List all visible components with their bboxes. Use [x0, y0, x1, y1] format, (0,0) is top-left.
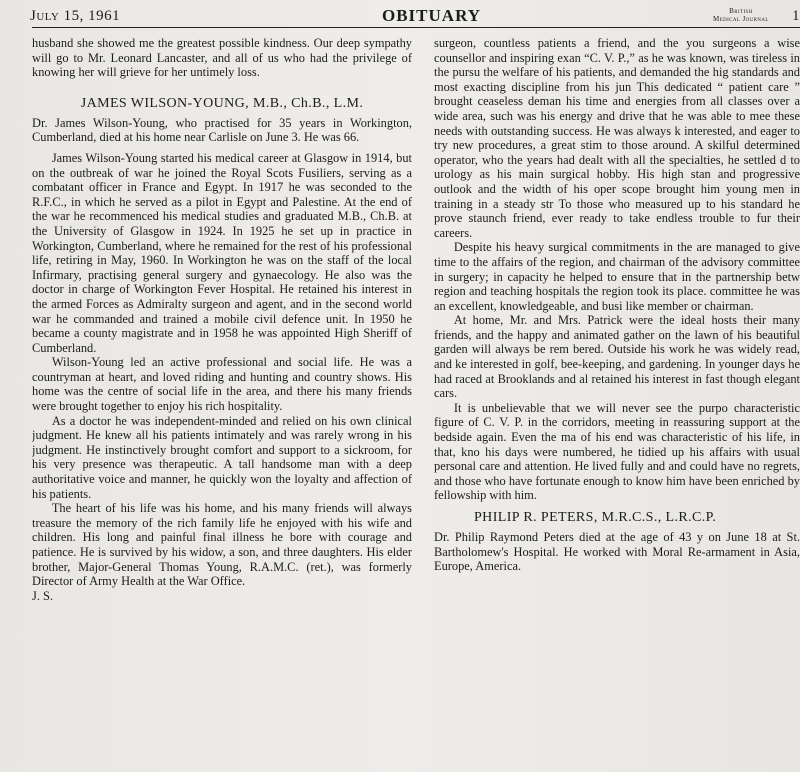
journal-line-2: Medical Journal	[713, 15, 769, 23]
right-column	[434, 36, 800, 766]
paragraph: It is unbelievable that we will never see the purpo characteristic figure of C. V. P. in the corridors, meeting in reassuring support at the bedside again. Even the ma of his end was characteristic of his life, in that, kno his days were numbered, he tidied up his affairs with usual personal care and attention. He lived fully and and could have no regrets, and those who have fortunate enough to know him have been enriched by fellowship with him.	[434, 400, 800, 503]
obituary-lead-wilson-young: Dr. James Wilson-Young, who practised for 35 years in Workington, Cumberland, died at his home near Carlisle on June 3. He was 66.	[32, 115, 412, 145]
paragraph: surgeon, countless patients a friend, and the you surgeons a wise counsellor and inspiring exan “C. V. P.,” as he was known, was tireless in the pursu the welfare of his patients, and demanded the hig standards and most exacting discipline from his jun This dedicated “ patient care ” brought ceaseless deman his time and energies from all classes over a wide area, such was his energy and drive that he was able to mee these needs with outstanding success. He was always k interested, and eager to try new procedures, a great stim to those around. A skilful determined operator, who the years had dealt with all the specialties, he settled d to urology as his main surgical hobby. His high stan and progressive outlook and the width of his oper scope brought him young men in training in a steady str To those who measured up to his standard he prove staunch friend, ever ready to take endless trouble to fur their careers.	[434, 36, 800, 240]
issue-date: July 15, 1961	[30, 8, 121, 24]
section-title: OBITUARY	[382, 6, 482, 25]
header-rule	[32, 27, 800, 28]
left-column	[32, 36, 412, 766]
paragraph: Despite his heavy surgical commitments in the are managed to give time to the affairs of the region, and chairman of the advisory committee in surgery; in capacity he helped to ensure that in the partnership betw region and teaching hospitals the region took its place. committee he was an excellent, knowledgeable, and busi like member or chairman.	[434, 240, 800, 313]
paragraph: At home, Mr. and Mrs. Patrick were the ideal hosts their many friends, and the happy and animated gather on the lawn of his beautiful garden will always be rem bered. Outside his work he was widely read, and ke interested in golf, bee-keeping, and gardening. In younger days he had raced at Brooklands and al retained his interest in fast though elegant cars.	[434, 313, 800, 401]
obituary-heading-wilson-young: JAMES WILSON-YOUNG, M.B., Ch.B., L.M.	[80, 95, 364, 111]
journal-line-1: British	[729, 7, 753, 15]
paragraph: As a doctor he was independent-minded and relied on his own clinical judgment. He knew all his patients intimately and was rarely wrong in his judgment. He instinctively brought comfort and support to a sickroom, for his very presence was therapeutic. A tall handsome man with a deep authoritative voice and manner, he quickly won the loyalty and affection of his patients.	[32, 413, 412, 501]
previous-obituary-ending: husband she showed me the greatest possible kindness. Our deep sympathy will go to Mr. Leonard Lancaster, and all of us who had the privilege of knowing her will grieve for her untimely loss.	[32, 36, 412, 80]
paragraph: Wilson-Young led an active professional and social life. He was a countryman at heart, and loved riding and hunting and country shows. His home was the centre of social life in the area, and there his many friends were brought together to enjoy his rich hospitality.	[32, 355, 412, 414]
paragraph: James Wilson-Young started his medical career at Glasgow in 1914, but on the outbreak of war he joined the Royal Scots Fusiliers, serving as a combatant officer in France and Egypt. In 1917 he was seconded to the R.F.C., in which he served as a pilot in Egypt and Palestine. At the end of the war he recommenced his medical studies and graduated M.B., Ch.B. at the University of Glasgow in 1924. In 1925 he set up in practice in Workington, Cumberland, where he remained for the rest of his professional life, retiring in May, 1960. In Workington he was on the staff of the local Infirmary, practising general surgery and gynaecology. He also was the doctor in charge of Workington Fever Hospital. He retained his interest in the armed Forces as Admiralty surgeon and agent, and in the second world war he commanded and trained a mobile civil defence unit. In 1950 he became a county magistrate and in 1958 he was appointed High Sheriff of Cumberland.	[32, 150, 412, 355]
obituary-lead-peters: Dr. Philip Raymond Peters died at the age of 43 y on June 18 at St. Bartholomew's Hospital. He worked with Moral Re-armament in Asia, Europe, America.	[434, 530, 800, 574]
page-number: 1	[792, 8, 800, 24]
journal-masthead	[713, 7, 769, 23]
author-signature: J. S.	[32, 588, 54, 603]
paragraph: The heart of his life was his home, and his many friends will always treasure the memory of the rich family life he enjoyed with his wife and children. His long and painful final illness he bore with courage and patience. He is survived by his widow, a son, and three daughters. His elder brother, Major-General Thomas Young, R.A.M.C. (ret.), was formerly Director of Army Health at the War Office.	[32, 501, 412, 589]
obituary-heading-peters: PHILIP R. PETERS, M.R.C.S., L.R.C.P.	[474, 510, 717, 525]
